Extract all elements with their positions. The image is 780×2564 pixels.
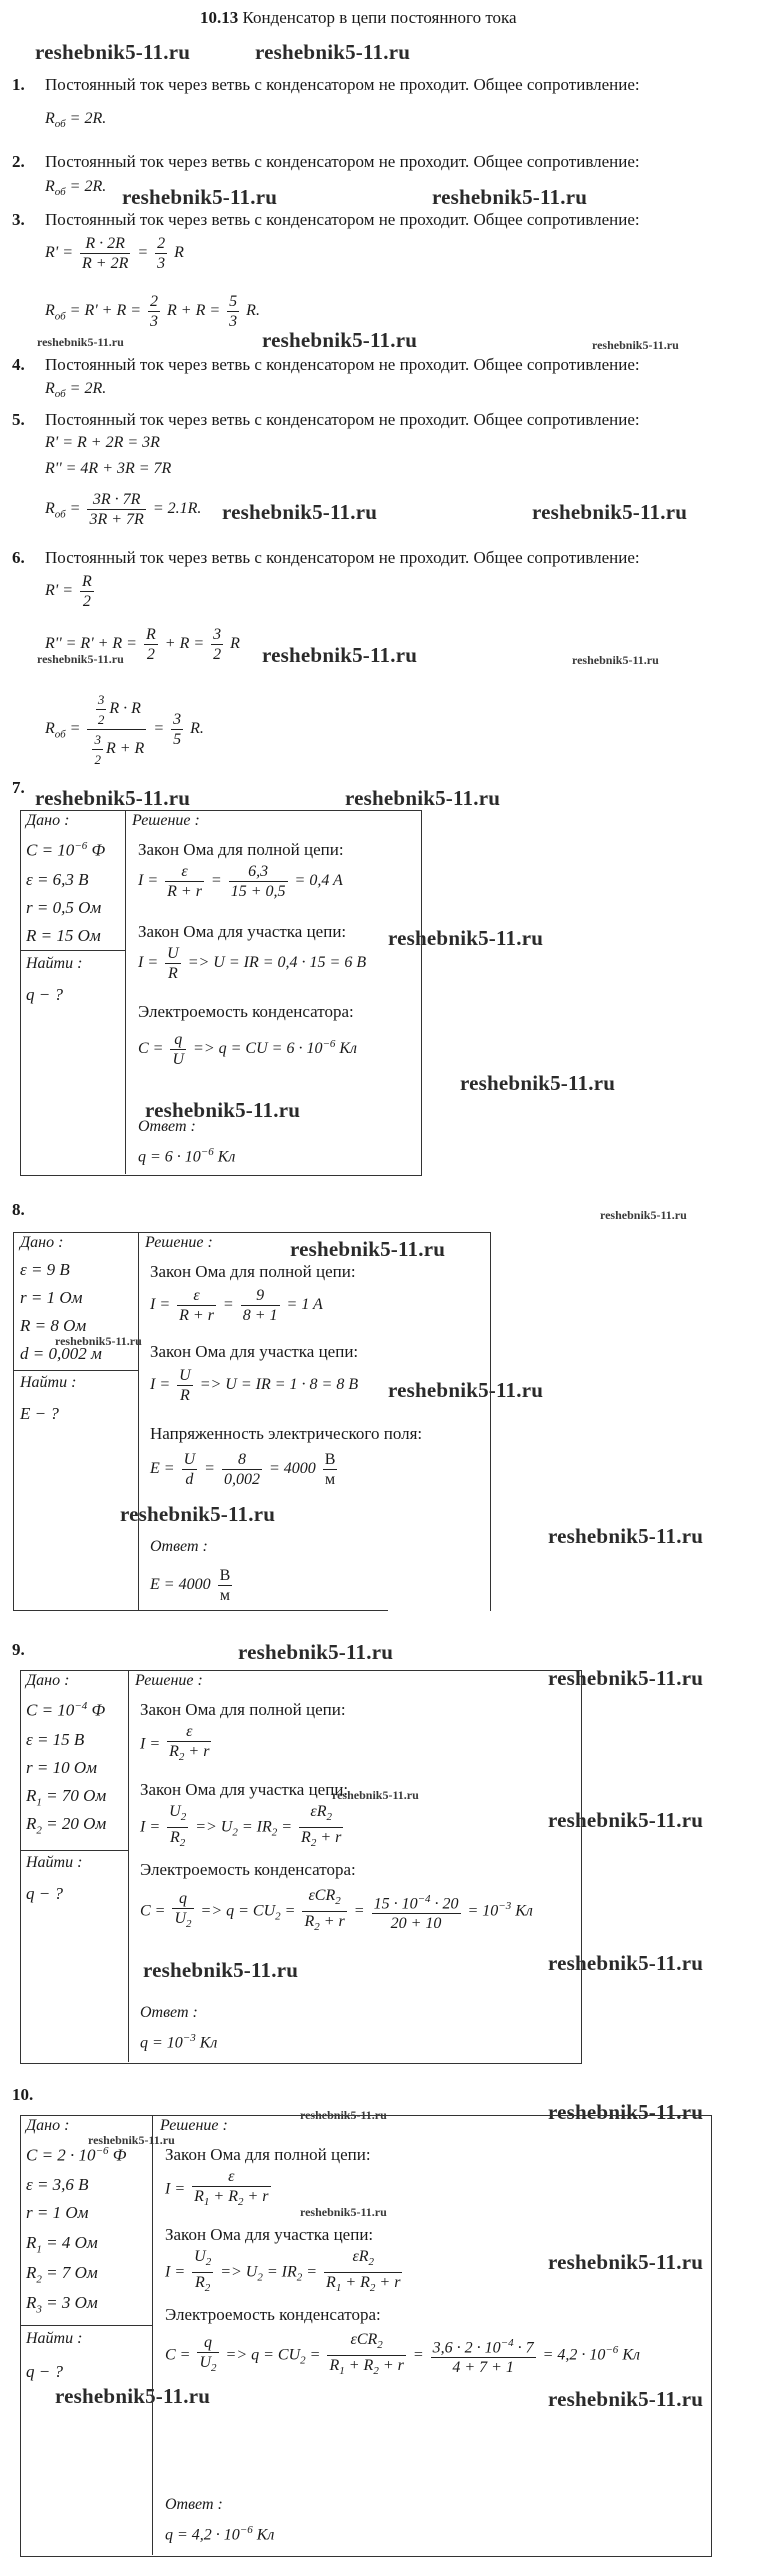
- item-number: 2.: [12, 152, 25, 171]
- watermark: reshebnik5-11.ru: [388, 926, 544, 950]
- watermark: reshebnik5-11.ru: [600, 1208, 687, 1222]
- watermark: reshebnik5-11.ru: [345, 786, 501, 810]
- given-value: r = 1 Ом: [20, 1288, 83, 1307]
- divider: [128, 1670, 129, 2062]
- given-value: d = 0,002 м: [20, 1344, 102, 1363]
- formula: R' = $\frac{R}{2}$: [45, 573, 92, 610]
- formula: I = $\frac{U}{R}$ => U = IR = 0,4 · 15 = 6 В: [138, 945, 367, 982]
- watermark: reshebnik5-11.ru: [35, 786, 191, 810]
- answer-value: $q = 4,2 \cdot 10^{-6}$ Кл: [165, 2524, 275, 2544]
- watermark: reshebnik5-11.ru: [572, 653, 659, 667]
- item-number: 1.: [12, 75, 25, 94]
- formula: I = $\frac{U_2}{R_2}$ => $U_2 = IR_2$ = $\frac{\varepsilon R_2}{R_1 + R_2 + r}$: [165, 2247, 405, 2298]
- find-value: q − ?: [26, 2362, 63, 2381]
- item-number: 4.: [12, 355, 25, 374]
- answer-value: $q = 6 \cdot 10^{-6}$ Кл: [138, 1146, 236, 1166]
- given-label: Дано :: [26, 812, 70, 829]
- watermark: reshebnik5-11.ru: [300, 2205, 387, 2219]
- answer-label: Ответ :: [150, 1538, 208, 1555]
- given-value: r = 0,5 Ом: [26, 898, 102, 917]
- divider: [125, 810, 126, 1174]
- given-value: ε = 9 В: [20, 1260, 70, 1279]
- divider: [152, 2115, 153, 2555]
- formula: R' = R + 2R = 3R: [45, 434, 160, 451]
- watermark: reshebnik5-11.ru: [35, 40, 191, 64]
- law-text: Напряженность электрического поля:: [150, 1424, 423, 1443]
- formula: $R_{об} = 2R$.: [45, 110, 107, 131]
- formula: E = $\frac{U}{d}$ = $\frac{8}{0,002}$ = 4000 $\frac{В}{м}$: [150, 1451, 336, 1488]
- answer-value: $q = 10^{-3}$ Кл: [140, 2032, 218, 2052]
- formula: $R_{об}$ = $\frac{3R \cdot 7R}{3R + 7R}$ = 2.1R.: [45, 491, 202, 528]
- given-value: R = 8 Ом: [20, 1316, 87, 1335]
- formula: I = $\frac{\varepsilon}{R + r}$ = $\frac{6,3}{15 + 0,5}$ = 0,4 A: [138, 863, 343, 900]
- watermark: reshebnik5-11.ru: [262, 328, 418, 352]
- watermark: reshebnik5-11.ru: [548, 2250, 704, 2274]
- find-value: q − ?: [26, 985, 63, 1004]
- watermark: reshebnik5-11.ru: [238, 1640, 394, 1664]
- given-value: $R_1 = 70$ Ом: [26, 1786, 107, 1809]
- law-text: Электроемость конденсатора:: [140, 1860, 356, 1879]
- item-number: 8.: [12, 1200, 25, 1219]
- title-text: Конденсатор в цепи постоянного тока: [242, 8, 517, 27]
- given-value: r = 10 Ом: [26, 1758, 97, 1777]
- watermark: reshebnik5-11.ru: [122, 185, 278, 209]
- watermark: reshebnik5-11.ru: [548, 2387, 704, 2411]
- formula: $R_{об} = 2R$.: [45, 380, 107, 401]
- given-label: Дано :: [26, 2117, 70, 2134]
- item-text: Постоянный ток через ветвь с конденсатором не проходит. Общее сопротивление:: [45, 355, 640, 374]
- watermark: reshebnik5-11.ru: [55, 1334, 142, 1348]
- find-value: q − ?: [26, 1884, 63, 1903]
- formula: C = $\frac{q}{U_2}$ => $q = CU_2$ = $\frac{\varepsilon CR_2}{R_1 + R_2 + r}$ = $\frac{3,6 \cdot 2 \cdot 10^{-4} \cdot 7}{4 + 7 + 1}$ = $4,2 \cdot 10^{-6}$ Кл: [165, 2330, 640, 2381]
- watermark: reshebnik5-11.ru: [37, 652, 124, 666]
- watermark: reshebnik5-11.ru: [222, 500, 378, 524]
- divider: [13, 1370, 138, 1371]
- find-label: Найти :: [26, 955, 83, 972]
- item-number: 6.: [12, 548, 25, 567]
- divider: [13, 1610, 388, 1611]
- watermark: reshebnik5-11.ru: [255, 40, 411, 64]
- law-text: Электроемость конденсатора:: [138, 1002, 354, 1021]
- item-number: 5.: [12, 410, 25, 429]
- divider: [20, 950, 125, 951]
- watermark: reshebnik5-11.ru: [332, 1788, 419, 1802]
- watermark: reshebnik5-11.ru: [388, 1378, 544, 1402]
- formula: I = $\frac{U}{R}$ => U = IR = 1 · 8 = 8 В: [150, 1367, 359, 1404]
- page-title: [200, 8, 517, 28]
- item-text: Постоянный ток через ветвь с конденсатором не проходит. Общее сопротивление:: [45, 75, 640, 94]
- law-text: Электроемость конденсатора:: [165, 2305, 381, 2324]
- divider: [20, 2325, 152, 2326]
- item-number: 7.: [12, 778, 25, 797]
- formula: $R_{об} = 2R$.: [45, 178, 107, 199]
- item-number: 9.: [12, 1640, 25, 1659]
- watermark: reshebnik5-11.ru: [88, 2133, 175, 2147]
- given-value: r = 1 Ом: [26, 2203, 89, 2222]
- item-number: 3.: [12, 210, 25, 229]
- given-value: ε = 15 В: [26, 1730, 85, 1749]
- law-text: Закон Ома для участка цепи:: [140, 1780, 349, 1799]
- watermark: reshebnik5-11.ru: [460, 1071, 616, 1095]
- given-value: $R_3 = 3$ Ом: [26, 2293, 98, 2316]
- watermark: reshebnik5-11.ru: [37, 335, 124, 349]
- law-text: Закон Ома для полной цепи:: [140, 1700, 346, 1719]
- item-text: Постоянный ток через ветвь с конденсатором не проходит. Общее сопротивление:: [45, 210, 640, 229]
- find-label: Найти :: [26, 2330, 83, 2347]
- formula: I = $\frac{U_2}{R_2}$ => $U_2 = IR_2$ = $\frac{\varepsilon R_2}{R_2 + r}$: [140, 1802, 346, 1853]
- formula: R'' = 4R + 3R = 7R: [45, 460, 172, 477]
- given-value: $R_1 = 4$ Ом: [26, 2233, 98, 2256]
- watermark: reshebnik5-11.ru: [532, 500, 688, 524]
- formula: R'' = R' + R = $\frac{R}{2}$ + R = $\frac{3}{2}$ R: [45, 626, 240, 663]
- given-value: $R_2 = 7$ Ом: [26, 2263, 98, 2286]
- divider: [20, 1850, 128, 1851]
- find-label: Найти :: [20, 1374, 77, 1391]
- item-text: Постоянный ток через ветвь с конденсатором не проходит. Общее сопротивление:: [45, 410, 640, 429]
- formula: I = $\frac{\varepsilon}{R_1 + R_2 + r}$: [165, 2167, 274, 2212]
- watermark: reshebnik5-11.ru: [548, 1666, 704, 1690]
- formula: $R_{об}$ = $\frac{3}{2}$ R · R $\frac{3}{2}$ R + R = $\frac{3}{5}$ R.: [45, 692, 204, 767]
- watermark: reshebnik5-11.ru: [432, 185, 588, 209]
- given-value: ε = 3,6 В: [26, 2175, 89, 2194]
- watermark: reshebnik5-11.ru: [548, 1808, 704, 1832]
- watermark: reshebnik5-11.ru: [55, 2384, 211, 2408]
- item-number: 10.: [12, 2085, 34, 2104]
- answer-label: Ответ :: [165, 2496, 223, 2513]
- law-text: Закон Ома для участка цепи:: [165, 2225, 374, 2244]
- divider: [138, 1232, 139, 1610]
- title-number: 10.13: [200, 8, 239, 27]
- law-text: Закон Ома для полной цепи:: [138, 840, 344, 859]
- given-value: R = 15 Ом: [26, 926, 101, 945]
- watermark: reshebnik5-11.ru: [548, 1951, 704, 1975]
- law-text: Закон Ома для участка цепи:: [150, 1342, 359, 1361]
- given-label: Дано :: [20, 1234, 64, 1251]
- formula: I = $\frac{\varepsilon}{R_2 + r}$: [140, 1722, 214, 1767]
- item-text: Постоянный ток через ветвь с конденсатором не проходит. Общее сопротивление:: [45, 152, 640, 171]
- watermark: reshebnik5-11.ru: [262, 643, 418, 667]
- given-value: $R_2 = 20$ Ом: [26, 1814, 107, 1837]
- formula: $R_{об} = R' + R$ = $\frac{2}{3}$ R + R = $\frac{5}{3}$ R.: [45, 293, 260, 330]
- watermark: reshebnik5-11.ru: [290, 1237, 446, 1261]
- given-value: $C = 10^{-6}$ Ф: [26, 840, 106, 860]
- law-text: Закон Ома для полной цепи:: [150, 1262, 356, 1281]
- formula: C = $\frac{q}{U_2}$ => $q = CU_2$ = $\frac{\varepsilon CR_2}{R_2 + r}$ = $\frac{15 \cdot 10^{-4} \cdot 20}{20 + 10}$ = $10^{-3}$ Кл: [140, 1886, 533, 1937]
- watermark: reshebnik5-11.ru: [145, 1098, 301, 1122]
- given-value: $C = 2 \cdot 10^{-6}$ Ф: [26, 2145, 127, 2165]
- given-value: $C = 10^{-4}$ Ф: [26, 1700, 106, 1720]
- solution-label: Решение :: [160, 2117, 228, 2134]
- law-text: Закон Ома для участка цепи:: [138, 922, 347, 941]
- solution-label: Решение :: [135, 1672, 203, 1689]
- given-value: ε = 6,3 В: [26, 870, 89, 889]
- answer-label: Ответ :: [140, 2004, 198, 2021]
- watermark: reshebnik5-11.ru: [143, 1958, 299, 1982]
- formula: I = $\frac{\varepsilon}{R + r}$ = $\frac{9}{8 + 1}$ = 1 A: [150, 1287, 323, 1324]
- answer-value: E = 4000 $\frac{В}{м}$: [150, 1567, 231, 1604]
- solution-label: Решение :: [132, 812, 200, 829]
- watermark: reshebnik5-11.ru: [548, 1524, 704, 1548]
- watermark: reshebnik5-11.ru: [592, 338, 679, 352]
- watermark: reshebnik5-11.ru: [300, 2108, 387, 2122]
- find-label: Найти :: [26, 1854, 83, 1871]
- watermark: reshebnik5-11.ru: [120, 1502, 276, 1526]
- given-label: Дано :: [26, 1672, 70, 1689]
- solution-label: Решение :: [145, 1234, 213, 1251]
- watermark: reshebnik5-11.ru: [548, 2100, 704, 2124]
- law-text: Закон Ома для полной цепи:: [165, 2145, 371, 2164]
- answer-label: Ответ :: [138, 1118, 196, 1135]
- formula: R' = $\frac{R \cdot 2R}{R + 2R}$ = $\frac{2}{3}$ R: [45, 235, 184, 272]
- formula: C = $\frac{q}{U}$ => q = CU = $6 \cdot 10^{-6}$ Кл: [138, 1031, 357, 1068]
- item-text: Постоянный ток через ветвь с конденсатором не проходит. Общее сопротивление:: [45, 548, 640, 567]
- find-value: E − ?: [20, 1404, 59, 1423]
